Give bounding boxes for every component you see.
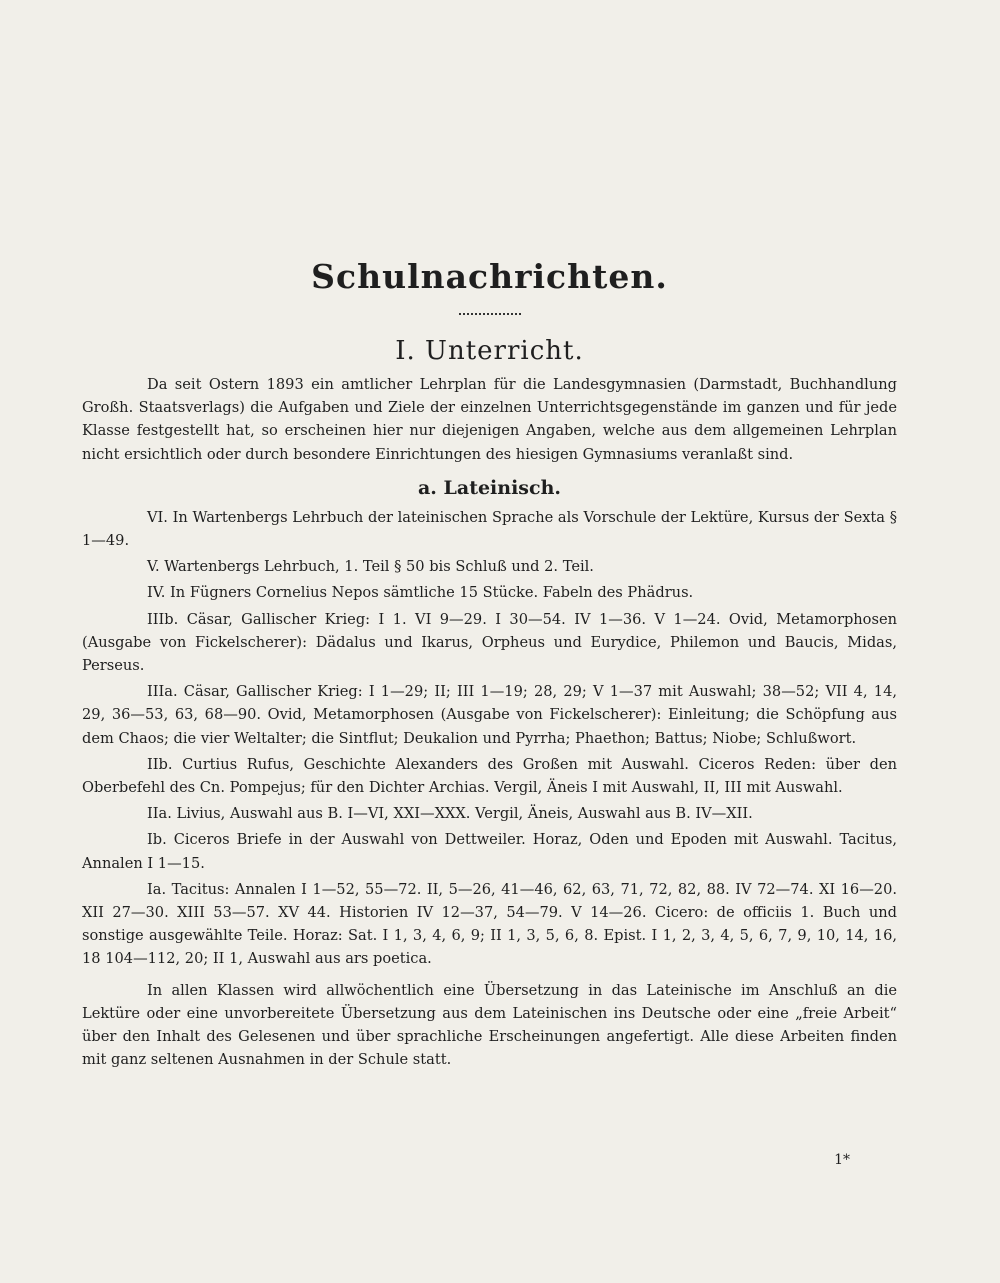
entry-v: V. Wartenbergs Lehrbuch, 1. Teil § 50 bis Schluß und 2. Teil. xyxy=(147,558,594,576)
entry-iiib: IIIb. Cäsar, Gallischer Krieg: I 1. VI 9—29. I 30—54. IV 1—36. V 1—24. Ovid, Metamorphosen (Ausgabe von Fickelscherer): Dädalus und Ikarus, Orpheus und Eurydice, Philemon und Baucis, Midas, Perseus. xyxy=(82,610,897,675)
signature-mark: 1* xyxy=(834,1152,850,1168)
document-page xyxy=(82,255,897,1071)
entry-iv: IV. In Fügners Cornelius Nepos sämtliche 15 Stücke. Fabeln des Phädrus. xyxy=(147,584,694,602)
subsection-heading: a. Lateinisch. xyxy=(417,476,562,499)
entry-iib: IIb. Curtius Rufus, Geschichte Alexanders des Großen mit Auswahl. Ciceros Reden: über den Oberbefehl des Cn. Pompejus; für den Dichter Archias. Vergil, Äneis I mit Auswahl, II, III mit Auswahl. xyxy=(82,755,897,797)
closing-paragraph: In allen Klassen wird allwöchentlich eine Übersetzung in das Lateinische im Anschluß an die Lektüre oder eine unvorbereitete Übersetzung aus dem Lateinischen ins Deutsche oder eine „freie Arbeit“ über den Inhalt des Gelesenen und über sprachliche Erscheinungen angefertigt. Alle diese Arbeiten finden mit ganz seltenen Ausnahmen in der Schule statt. xyxy=(82,981,897,1069)
page-title: Schulnachrichten. xyxy=(311,257,668,296)
title-rule xyxy=(459,313,521,315)
intro-paragraph: Da seit Ostern 1893 ein amtlicher Lehrplan für die Landesgymnasien (Darmstadt, Buchhandlung Großh. Staatsverlags) die Aufgaben und Ziele der einzelnen Unterrichtsgegenstände im ganzen und für jede Klasse festgestellt hat, so erscheinen hier nur diejenigen Angaben, welche aus dem allgemeinen Lehrplan nicht ersichtlich oder durch besondere Einrichtungen des hiesigen Gymnasiums veranlaßt sind. xyxy=(82,376,897,463)
entry-iiia: IIIa. Cäsar, Gallischer Krieg: I 1—29; II; III 1—19; 28, 29; V 1—37 mit Auswahl; 38—52; VII 4, 14, 29, 36—53, 63, 68—90. Ovid, Metamorphosen (Ausgabe von Fickelscherer): Einleitung; die Schöpfung aus dem Chaos; die vier Weltalter; die Sintflut; Deukalion und Pyrrha; Phaethon; Battus; Niobe; Schlußwort. xyxy=(82,683,897,747)
entry-ia: Ia. Tacitus: Annalen I 1—52, 55—72. II, 5—26, 41—46, 62, 63, 71, 72, 82, 88. IV 72—74. XI 16—20. XII 27—30. XIII 53—57. XV 44. Historien IV 12—37, 54—79. V 14—26. Cicero: de officiis 1. Buch und sonstige ausgewählte Teile. Horaz: Sat. I 1, 3, 4, 6, 9; II 1, 3, 5, 6, 8. Epist. I 1, 2, 3, 4, 5, 6, 7, 9, 10, 14, 16, 18 104—112, 20; II 1, Auswahl aus ars poetica. xyxy=(82,880,897,968)
entry-vi: VI. In Wartenbergs Lehrbuch der lateinischen Sprache als Vorschule der Lektüre, Kursus der Sexta § 1—49. xyxy=(82,508,897,550)
entry-iia: IIa. Livius, Auswahl aus B. I—VI, XXI—XXX. Vergil, Äneis, Auswahl aus B. IV—XII. xyxy=(147,805,753,823)
section-heading: I. Unterricht. xyxy=(395,336,584,366)
entry-ib: Ib. Ciceros Briefe in der Auswahl von Dettweiler. Horaz, Oden und Epoden mit Auswahl. Tacitus, Annalen I 1—15. xyxy=(82,831,897,872)
